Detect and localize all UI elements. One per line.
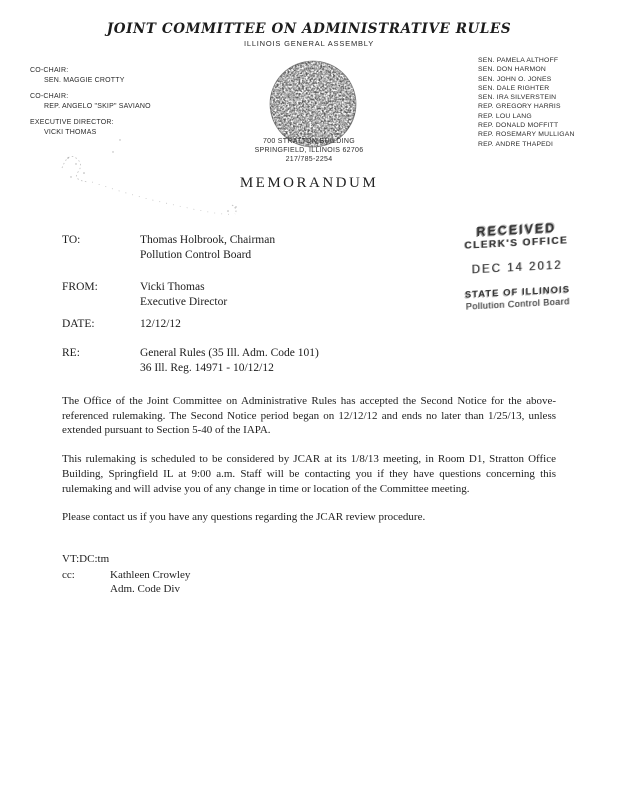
member-name: REP. ANDRE THAPEDI — [478, 140, 554, 148]
field-value-line: Vicki Thomas — [140, 281, 205, 293]
member-name: SEN. DON HARMON — [478, 66, 546, 74]
field-value-line: Pollution Control Board — [140, 248, 252, 261]
stamp-date: DEC 14 2012 — [471, 259, 563, 277]
address-line: 700 STRATTON BUILDING — [262, 138, 355, 145]
field-label: DATE: — [62, 318, 95, 330]
memo-field-from — [62, 280, 492, 309]
member-name: REP. ROSEMARY MULLIGAN — [478, 131, 575, 139]
body-paragraph: This rulemaking is scheduled to be considered by JCAR at its 1/8/13 meeting, in Room D1, Stratton Office Building, Springfield IL at 9:00 a.m. Staff will be contacting you if they have questions concerning this rulemaking and will advise you of any change in time or location of the Committee meeting. — [62, 453, 556, 495]
member-name: REP. DONALD MOFFITT — [478, 122, 559, 130]
official-role: CO-CHAIR: — [30, 93, 69, 100]
cc-name: Kathleen Crowley — [110, 568, 191, 581]
field-value-line: General Rules (35 Ill. Adm. Code 101) — [140, 347, 319, 359]
field-label: TO: — [62, 234, 81, 246]
stamp-board-text: Pollution Control Board — [465, 296, 570, 312]
official-role: CO-CHAIR: — [30, 67, 69, 74]
memo-field-to — [62, 233, 492, 262]
illinois-state-seal-icon — [268, 59, 358, 149]
memo-field-re — [62, 346, 492, 375]
cochair-group — [30, 92, 151, 111]
body-paragraph: The Office of the Joint Committee on Administrative Rules has accepted the Second Notice for the above-referenced rulemaking. The Second Notice period began on 12/12/12 and ends no later than 1/25/13, unless extended pursuant to Section 5-40 of the IAPA. — [62, 395, 556, 437]
member-name: SEN. IRA SILVERSTEIN — [478, 94, 557, 102]
document-title: JOINT COMMITTEE ON ADMINISTRATIVE RULES — [106, 21, 512, 37]
cc-block — [62, 568, 556, 597]
address-block — [0, 137, 618, 164]
official-name: SEN. MAGGIE CROTTY — [44, 76, 125, 84]
member-list — [478, 56, 575, 149]
document-subtitle: ILLINOIS GENERAL ASSEMBLY — [243, 39, 375, 48]
signoff-block — [62, 552, 556, 597]
member-name: REP. LOU LANG — [478, 112, 532, 120]
cochair-group — [30, 66, 151, 85]
field-value-line: 36 Ill. Reg. 14971 - 10/12/12 — [140, 361, 274, 374]
field-value-line: 12/12/12 — [140, 318, 181, 330]
member-name: SEN. DALE RIGHTER — [478, 84, 550, 92]
field-label: FROM: — [62, 281, 98, 293]
cc-label: cc: — [62, 568, 75, 581]
typist-initials: VT:DC:tm — [62, 552, 110, 565]
official-name: VICKI THOMAS — [44, 128, 97, 136]
official-name: REP. ANGELO "SKIP" SAVIANO — [44, 102, 151, 110]
member-name: REP. GREGORY HARRIS — [478, 103, 561, 111]
memo-field-date — [62, 317, 492, 332]
body-paragraph: Please contact us if you have any questions regarding the JCAR review procedure. — [62, 511, 426, 524]
address-line: 217/785-2254 — [285, 156, 333, 163]
stamp-clerks-office-text: CLERK'S OFFICE — [464, 235, 569, 252]
address-line: SPRINGFIELD, ILLINOIS 62706 — [254, 147, 364, 154]
field-label: RE: — [62, 347, 80, 359]
member-name: SEN. JOHN O. JONES — [478, 75, 552, 83]
cc-name: Adm. Code Div — [110, 583, 180, 596]
field-value-line: Executive Director — [140, 295, 228, 308]
member-name: SEN. PAMELA ALTHOFF — [478, 57, 559, 64]
field-value-line: Thomas Holbrook, Chairman — [140, 234, 276, 246]
memo-body — [62, 394, 556, 597]
left-officials-block — [30, 66, 151, 144]
stamp-state-text: STATE OF ILLINOIS — [464, 284, 571, 301]
executive-director-group — [30, 118, 151, 137]
stamp-received-text: RECEIVED — [476, 220, 557, 240]
official-role: EXECUTIVE DIRECTOR: — [30, 119, 114, 126]
memorandum-heading: MEMORANDUM — [239, 175, 379, 191]
